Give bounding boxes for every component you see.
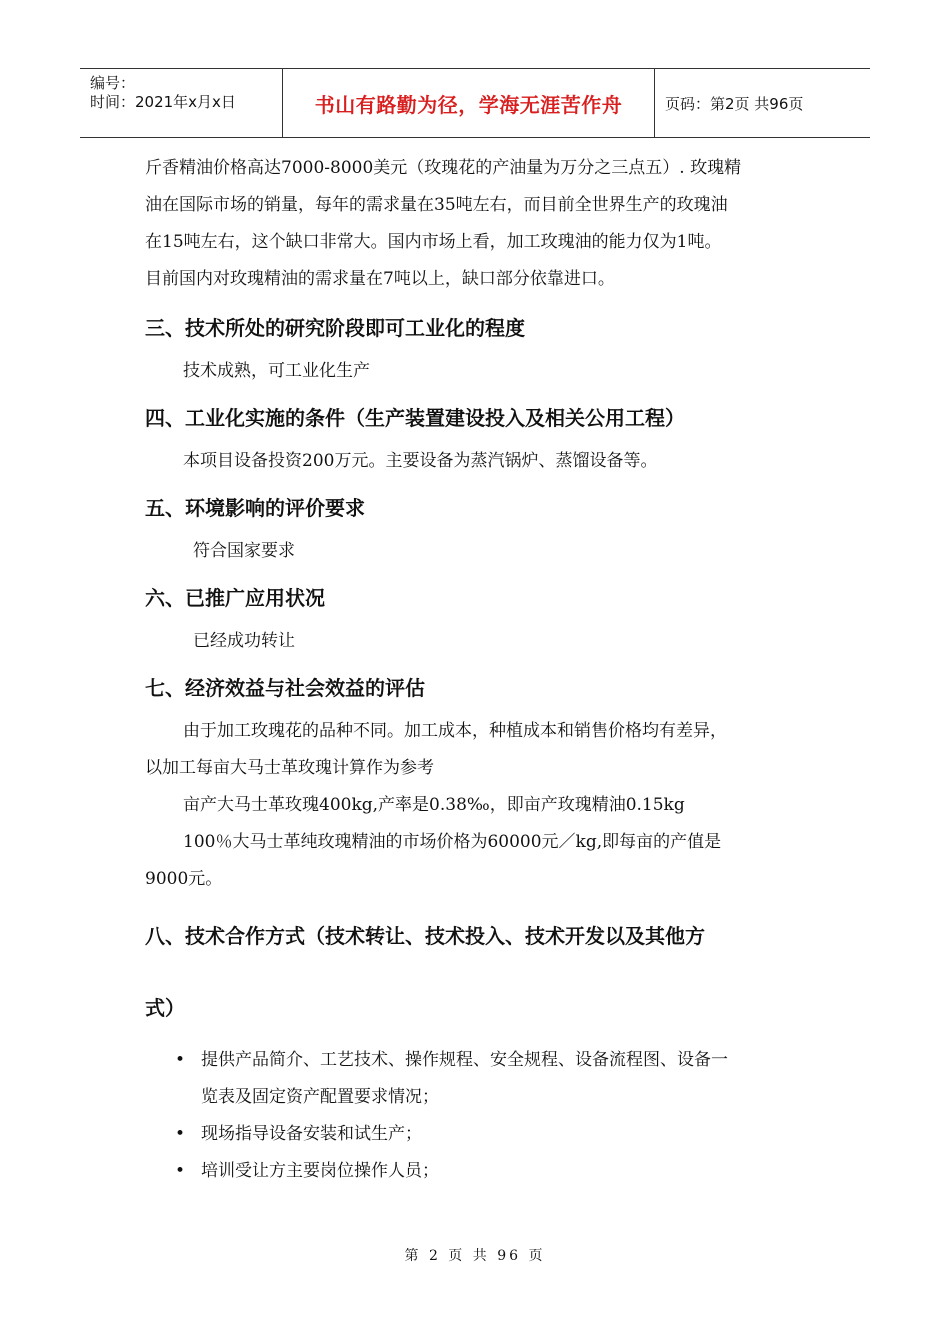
- section-5-text: 符合国家要求: [193, 541, 295, 561]
- intro-line: 在15吨左右，这个缺口非常大。国内市场上看，加工玫瑰油的能力仅为1吨。: [145, 232, 722, 252]
- section-7-line: 100％大马士革纯玫瑰精油的市场价格为60000元／kg,即每亩的产值是: [183, 832, 722, 852]
- bullet-icon: •: [175, 1124, 186, 1144]
- list-item-text: 览表及固定资产配置要求情况；: [201, 1087, 439, 1107]
- list-item-continuation: [145, 1079, 810, 1116]
- list-item: [145, 1116, 810, 1153]
- section-8-heading: 八、技术合作方式（技术转让、技术投入、技术开发以及其他方: [145, 924, 705, 948]
- section-3-text: 技术成熟，可工业化生产: [183, 361, 370, 381]
- header-motto-cell: [283, 69, 655, 137]
- section-6-heading: 六、已推广应用状况: [145, 586, 325, 610]
- page-header: [80, 68, 870, 138]
- section-4-text: 本项目设备投资200万元。主要设备为蒸汽锅炉、蒸馏设备等。: [183, 451, 658, 471]
- intro-line: 油在国际市场的销量，每年的需求量在35吨左右，而目前全世界生产的玫瑰油: [145, 195, 728, 215]
- list-item-text: 培训受让方主要岗位操作人员；: [201, 1161, 439, 1181]
- section-7-line: 以加工每亩大马士革玫瑰计算作为参考: [145, 758, 434, 778]
- cooperation-list: [145, 1042, 810, 1190]
- bullet-icon: •: [175, 1050, 186, 1070]
- intro-line: 目前国内对玫瑰精油的需求量在7吨以上，缺口部分依靠进口。: [145, 269, 615, 289]
- header-meta: [80, 69, 283, 137]
- list-item: [145, 1042, 810, 1079]
- document-time-label: 时间：2021年x月x日: [90, 93, 236, 111]
- page-footer: 第 2 页 共 96 页: [404, 1248, 546, 1264]
- document-body: [145, 150, 810, 1190]
- header-motto: 书山有路勤为径，学海无涯苦作舟: [314, 92, 623, 117]
- list-item-text: 提供产品简介、工艺技术、操作规程、安全规程、设备流程图、设备一: [201, 1050, 728, 1070]
- header-page-cell: [655, 69, 870, 137]
- section-5-heading: 五、环境影响的评价要求: [145, 496, 365, 520]
- section-8-heading-continued: 式）: [145, 996, 185, 1020]
- section-4-heading: 四、工业化实施的条件（生产装置建设投入及相关公用工程）: [145, 406, 685, 430]
- list-item-text: 现场指导设备安装和试生产；: [201, 1124, 422, 1144]
- section-7-line: 由于加工玫瑰花的品种不同。加工成本，种植成本和销售价格均有差异，: [183, 721, 727, 741]
- section-3-heading: 三、技术所处的研究阶段即可工业化的程度: [145, 316, 525, 340]
- bullet-icon: •: [175, 1161, 186, 1181]
- section-7-line: 亩产大马士革玫瑰400kg,产率是0.38‰，即亩产玫瑰精油0.15kg: [183, 795, 685, 815]
- list-item: [145, 1153, 810, 1190]
- header-page-number: 页码：第2页 共96页: [665, 94, 804, 113]
- section-7-line: 9000元。: [145, 869, 223, 889]
- section-6-text: 已经成功转让: [193, 631, 295, 651]
- intro-line: 斤香精油价格高达7000-8000美元（玫瑰花的产油量为万分之三点五）. 玫瑰精: [145, 158, 742, 178]
- section-7-heading: 七、经济效益与社会效益的评估: [145, 676, 425, 700]
- document-code-label: 编号：: [90, 74, 136, 92]
